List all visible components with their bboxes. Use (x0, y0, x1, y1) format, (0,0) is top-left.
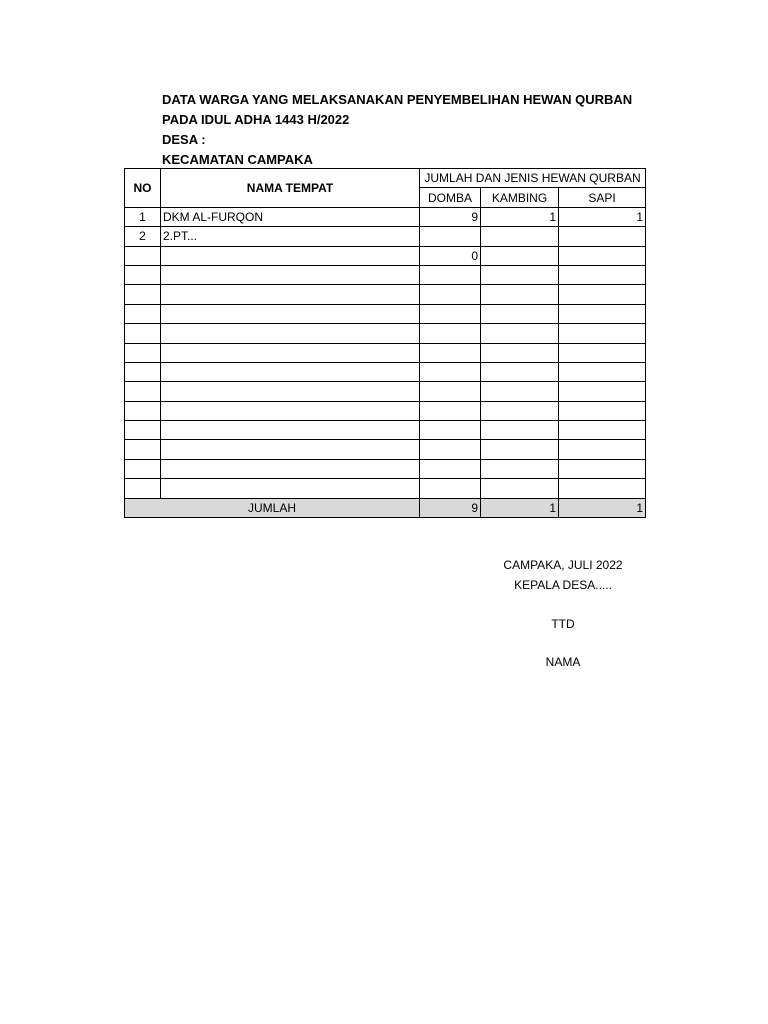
row-nama (161, 324, 420, 343)
row-sapi (559, 324, 646, 343)
row-no: 2 (125, 227, 161, 246)
row-nama (161, 479, 420, 498)
row-domba (420, 343, 481, 362)
row-domba (420, 459, 481, 478)
row-no (125, 265, 161, 284)
table-row (125, 343, 646, 362)
table-row (125, 207, 646, 226)
desa-label: DESA : (162, 132, 206, 147)
row-nama (161, 343, 420, 362)
row-kambing (481, 324, 559, 343)
row-no (125, 440, 161, 459)
row-sapi: 1 (559, 207, 646, 226)
row-no (125, 343, 161, 362)
row-kambing (481, 285, 559, 304)
row-domba (420, 440, 481, 459)
row-domba (420, 401, 481, 420)
row-domba: 9 (420, 207, 481, 226)
row-domba (420, 479, 481, 498)
table-row (125, 265, 646, 284)
row-nama (161, 401, 420, 420)
total-label: JUMLAH (125, 498, 420, 517)
row-nama (161, 285, 420, 304)
row-domba (420, 285, 481, 304)
table-row (125, 382, 646, 401)
signature-place-date: CAMPAKA, JULI 2022 (503, 558, 623, 572)
row-domba (420, 324, 481, 343)
col-header-sapi: SAPI (559, 188, 646, 207)
row-sapi (559, 246, 646, 265)
row-no (125, 421, 161, 440)
row-sapi (559, 285, 646, 304)
table-row (125, 459, 646, 478)
table-row (125, 401, 646, 420)
row-sapi (559, 362, 646, 381)
table-row (125, 440, 646, 459)
row-no (125, 304, 161, 323)
signature-role: KEPALA DESA..... (514, 578, 612, 592)
document-header (162, 90, 632, 170)
row-kambing (481, 459, 559, 478)
row-domba (420, 382, 481, 401)
row-kambing (481, 382, 559, 401)
row-sapi (559, 440, 646, 459)
total-kambing: 1 (481, 498, 559, 517)
table-row (125, 246, 646, 265)
row-no (125, 382, 161, 401)
row-no (125, 479, 161, 498)
total-row (125, 498, 646, 517)
row-kambing (481, 440, 559, 459)
row-nama: 2.PT... (161, 227, 420, 246)
qurban-table (124, 168, 646, 518)
row-kambing: 1 (481, 207, 559, 226)
total-sapi: 1 (559, 498, 646, 517)
row-no (125, 246, 161, 265)
row-nama (161, 382, 420, 401)
row-domba (420, 304, 481, 323)
row-sapi (559, 304, 646, 323)
col-header-kambing: KAMBING (481, 188, 559, 207)
table-row (125, 324, 646, 343)
row-sapi (559, 343, 646, 362)
signature-name: NAMA (545, 655, 581, 669)
table-row (125, 479, 646, 498)
row-no (125, 285, 161, 304)
row-nama (161, 265, 420, 284)
col-group-header: JUMLAH DAN JENIS HEWAN QURBAN (420, 169, 646, 188)
col-header-nama: NAMA TEMPAT (161, 169, 420, 208)
row-kambing (481, 265, 559, 284)
row-nama (161, 440, 420, 459)
row-sapi (559, 479, 646, 498)
col-header-no: NO (125, 169, 161, 208)
row-sapi (559, 459, 646, 478)
row-sapi (559, 382, 646, 401)
table-row (125, 304, 646, 323)
kecamatan-label: KECAMATAN CAMPAKA (162, 152, 313, 167)
table-row (125, 362, 646, 381)
row-nama (161, 459, 420, 478)
row-nama (161, 362, 420, 381)
row-kambing (481, 401, 559, 420)
row-kambing (481, 227, 559, 246)
signature-ttd: TTD (551, 617, 575, 631)
row-nama: DKM AL-FURQON (161, 207, 420, 226)
row-nama (161, 246, 420, 265)
table-row (125, 285, 646, 304)
row-kambing (481, 246, 559, 265)
row-domba (420, 421, 481, 440)
row-domba (420, 362, 481, 381)
row-kambing (481, 479, 559, 498)
row-sapi (559, 421, 646, 440)
title-line-2: PADA IDUL ADHA 1443 H/2022 (162, 112, 350, 127)
row-sapi (559, 265, 646, 284)
row-domba: 0 (420, 246, 481, 265)
row-domba (420, 265, 481, 284)
row-sapi (559, 227, 646, 246)
row-no: 1 (125, 207, 161, 226)
total-domba: 9 (420, 498, 481, 517)
table-row (125, 421, 646, 440)
row-no (125, 459, 161, 478)
row-nama (161, 421, 420, 440)
row-no (125, 401, 161, 420)
row-domba (420, 227, 481, 246)
row-kambing (481, 304, 559, 323)
col-header-domba: DOMBA (420, 188, 481, 207)
table-row (125, 227, 646, 246)
row-no (125, 362, 161, 381)
title-line-1: DATA WARGA YANG MELAKSANAKAN PENYEMBELIHAN HEWAN QURBAN (162, 92, 633, 107)
row-nama (161, 304, 420, 323)
row-kambing (481, 343, 559, 362)
row-kambing (481, 421, 559, 440)
row-sapi (559, 401, 646, 420)
row-kambing (481, 362, 559, 381)
row-no (125, 324, 161, 343)
